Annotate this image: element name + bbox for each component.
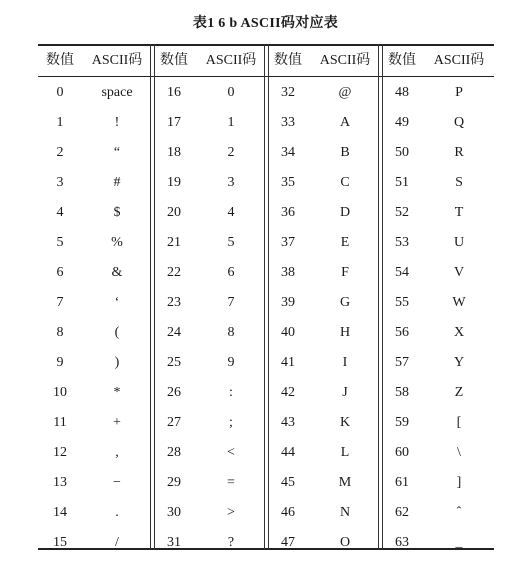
- num-cell: 28: [167, 445, 181, 460]
- ascii-cell: .: [115, 505, 119, 520]
- ascii-cell: Q: [453, 115, 465, 130]
- num-cell: 15: [53, 535, 67, 550]
- num-cell: 35: [281, 175, 295, 190]
- ascii-cell: =: [227, 475, 235, 490]
- ascii-cell: ]: [456, 475, 462, 490]
- ascii-cell: _: [455, 535, 463, 550]
- header-ascii: ASCII码: [205, 53, 257, 68]
- ascii-cell: O: [339, 535, 351, 550]
- num-cell: 55: [395, 295, 409, 310]
- ascii-cell: \: [457, 445, 461, 460]
- num-cell: 8: [56, 325, 64, 340]
- num-cell: 18: [167, 145, 181, 160]
- num-cell: 29: [167, 475, 181, 490]
- num-cell: 32: [281, 85, 295, 100]
- num-cell: 11: [53, 415, 67, 430]
- ascii-cell: G: [339, 295, 351, 310]
- num-cell: 45: [281, 475, 295, 490]
- ascii-cell: D: [339, 205, 351, 220]
- ascii-cell: Y: [453, 355, 465, 370]
- num-cell: 53: [395, 235, 409, 250]
- header-num: 数值: [274, 53, 302, 68]
- ascii-cell: S: [455, 175, 463, 190]
- num-cell: 43: [281, 415, 295, 430]
- num-cell: 41: [281, 355, 295, 370]
- ascii-cell: Z: [454, 385, 464, 400]
- num-cell: 49: [395, 115, 409, 130]
- num-cell: 44: [281, 445, 295, 460]
- ascii-cell: >: [227, 505, 235, 520]
- ascii-cell: 8: [227, 325, 235, 340]
- ascii-cell: 1: [227, 115, 235, 130]
- ascii-cell: U: [453, 235, 465, 250]
- num-cell: 48: [395, 85, 409, 100]
- num-cell: 17: [167, 115, 181, 130]
- num-cell: 60: [395, 445, 409, 460]
- num-cell: 30: [167, 505, 181, 520]
- num-cell: 50: [395, 145, 409, 160]
- num-cell: 6: [56, 265, 64, 280]
- ascii-cell: A: [339, 115, 351, 130]
- num-cell: 22: [167, 265, 181, 280]
- ascii-cell: X: [453, 325, 465, 340]
- num-cell: 54: [395, 265, 409, 280]
- ascii-cell: (: [114, 325, 120, 340]
- ascii-cell: 4: [227, 205, 235, 220]
- num-cell: 56: [395, 325, 409, 340]
- ascii-cell: B: [340, 145, 350, 160]
- table-caption: 表1 6 b ASCII码对应表: [192, 16, 339, 31]
- ascii-cell: ˆ: [456, 505, 462, 520]
- num-cell: 19: [167, 175, 181, 190]
- num-cell: 4: [56, 205, 64, 220]
- ascii-cell: +: [113, 415, 121, 430]
- ascii-cell: #: [113, 175, 121, 190]
- num-cell: 52: [395, 205, 409, 220]
- num-cell: 24: [167, 325, 181, 340]
- ascii-cell: 5: [227, 235, 235, 250]
- ascii-cell: ?: [227, 535, 235, 550]
- ascii-cell: W: [452, 295, 466, 310]
- ascii-cell: P: [455, 85, 463, 100]
- ascii-cell: :: [229, 385, 233, 400]
- num-cell: 37: [281, 235, 295, 250]
- ascii-cell: T: [454, 205, 464, 220]
- num-cell: 33: [281, 115, 295, 130]
- num-cell: 58: [395, 385, 409, 400]
- num-cell: 2: [56, 145, 64, 160]
- num-cell: 62: [395, 505, 409, 520]
- ascii-cell: 2: [227, 145, 235, 160]
- ascii-cell: /: [115, 535, 119, 550]
- ascii-cell: %: [111, 235, 123, 250]
- num-cell: 20: [167, 205, 181, 220]
- header-num: 数值: [160, 53, 188, 68]
- ascii-cell: F: [341, 265, 349, 280]
- num-cell: 7: [56, 295, 64, 310]
- header-ascii: ASCII码: [91, 53, 143, 68]
- ascii-cell: ): [114, 355, 120, 370]
- ascii-cell: R: [454, 145, 464, 160]
- ascii-cell: H: [339, 325, 351, 340]
- num-cell: 16: [167, 85, 181, 100]
- num-cell: 21: [167, 235, 181, 250]
- num-cell: 14: [53, 505, 67, 520]
- num-cell: 23: [167, 295, 181, 310]
- ascii-cell: N: [339, 505, 351, 520]
- ascii-cell: ;: [229, 415, 233, 430]
- ascii-cell: 3: [227, 175, 235, 190]
- ascii-cell: J: [342, 385, 348, 400]
- ascii-cell: 7: [227, 295, 235, 310]
- ascii-cell: @: [338, 85, 352, 100]
- num-cell: 38: [281, 265, 295, 280]
- num-cell: 61: [395, 475, 409, 490]
- num-cell: 9: [56, 355, 64, 370]
- ascii-table: [38, 44, 494, 550]
- num-cell: 27: [167, 415, 181, 430]
- ascii-cell: [: [456, 415, 462, 430]
- ascii-cell: L: [340, 445, 350, 460]
- num-cell: 39: [281, 295, 295, 310]
- ascii-cell: 0: [227, 85, 235, 100]
- num-cell: 63: [395, 535, 409, 550]
- ascii-cell: space: [101, 85, 133, 100]
- header-ascii: ASCII码: [433, 53, 485, 68]
- num-cell: 59: [395, 415, 409, 430]
- ascii-cell: E: [340, 235, 350, 250]
- ascii-cell: !: [114, 115, 120, 130]
- header-ascii: ASCII码: [319, 53, 371, 68]
- ascii-cell: ‘: [114, 295, 120, 310]
- ascii-cell: M: [338, 475, 352, 490]
- num-cell: 10: [53, 385, 67, 400]
- num-cell: 34: [281, 145, 295, 160]
- num-cell: 51: [395, 175, 409, 190]
- ascii-cell: ,: [115, 445, 119, 460]
- num-cell: 31: [167, 535, 181, 550]
- ascii-cell: −: [113, 475, 121, 490]
- ascii-cell: $: [113, 205, 121, 220]
- ascii-cell: 6: [227, 265, 235, 280]
- ascii-cell: *: [113, 385, 121, 400]
- num-cell: 13: [53, 475, 67, 490]
- header-num: 数值: [46, 53, 74, 68]
- num-cell: 12: [53, 445, 67, 460]
- ascii-cell: <: [227, 445, 235, 460]
- num-cell: 5: [56, 235, 64, 250]
- num-cell: 47: [281, 535, 295, 550]
- ascii-cell: I: [342, 355, 348, 370]
- num-cell: 42: [281, 385, 295, 400]
- num-cell: 0: [56, 85, 64, 100]
- ascii-cell: &: [111, 265, 123, 280]
- header-num: 数值: [388, 53, 416, 68]
- ascii-cell: K: [339, 415, 351, 430]
- num-cell: 26: [167, 385, 181, 400]
- num-cell: 40: [281, 325, 295, 340]
- ascii-cell: 9: [227, 355, 235, 370]
- num-cell: 1: [56, 115, 64, 130]
- num-cell: 46: [281, 505, 295, 520]
- num-cell: 57: [395, 355, 409, 370]
- num-cell: 36: [281, 205, 295, 220]
- num-cell: 3: [56, 175, 64, 190]
- num-cell: 25: [167, 355, 181, 370]
- ascii-cell: V: [453, 265, 465, 280]
- ascii-cell: “: [113, 145, 121, 160]
- ascii-cell: C: [340, 175, 350, 190]
